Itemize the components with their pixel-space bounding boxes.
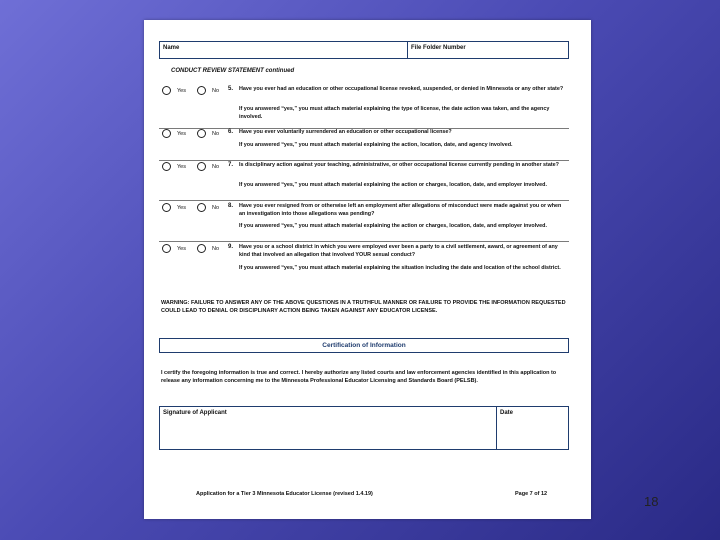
- yes-radio-q5[interactable]: [162, 86, 171, 95]
- question-number: 8.: [228, 203, 234, 209]
- yes-label: Yes: [177, 130, 186, 137]
- question-number: 9.: [228, 244, 234, 250]
- certification-body: I certify the foregoing information is true and correct. I hereby authorize any listed courts and law enforcement agencies identified in this application to release any information concerning me to the Minnesota Professional Educator Licensing and Standards Board (PELSB).: [161, 370, 557, 384]
- question-number: 6.: [228, 129, 234, 135]
- file-folder-number-field[interactable]: [408, 42, 568, 58]
- no-radio-q8[interactable]: [197, 203, 206, 212]
- yes-option-q5[interactable]: [162, 86, 186, 95]
- yes-label: Yes: [177, 87, 186, 94]
- question-5: [159, 86, 569, 129]
- yes-radio-q7[interactable]: [162, 162, 171, 171]
- no-label: No: [212, 163, 220, 170]
- no-label: No: [212, 130, 220, 137]
- question-note: If you answered “yes,” you must attach material explaining the situation including the date and location of the school district.: [239, 265, 561, 271]
- question-note: If you answered “yes,” you must attach material explaining the action or charges, location, date, and employer involved.: [239, 182, 547, 188]
- no-option-q6[interactable]: [197, 129, 219, 138]
- yes-option-q8[interactable]: [162, 203, 186, 212]
- yes-option-q9[interactable]: [162, 244, 186, 253]
- question-7: [159, 162, 569, 201]
- divider: [159, 241, 569, 242]
- yes-label: Yes: [177, 245, 186, 252]
- yes-option-q6[interactable]: [162, 129, 186, 138]
- slide-number: 18: [644, 494, 659, 509]
- question-8: [159, 203, 569, 242]
- no-option-q5[interactable]: [197, 86, 219, 95]
- no-label: No: [212, 87, 220, 94]
- no-radio-q7[interactable]: [197, 162, 206, 171]
- question-text: Have you or a school district in which you were employed ever been a party to a civil settlement, award, or agreement of any kind that involved an allegation that involved YOUR sexual conduct?: [239, 244, 558, 258]
- yes-label: Yes: [177, 163, 186, 170]
- divider: [159, 200, 569, 201]
- certification-title: Certification of Information: [159, 338, 569, 353]
- question-text: Is disciplinary action against your teaching, administrative, or other occupational license currently pending in another state?: [239, 162, 559, 168]
- no-radio-q9[interactable]: [197, 244, 206, 253]
- name-label: Name: [163, 45, 180, 51]
- question-number: 7.: [228, 162, 234, 168]
- date-field[interactable]: [497, 407, 568, 449]
- no-label: No: [212, 204, 220, 211]
- question-text: Have you ever resigned from or otherwise left an employment after allegations of misconduct were made against you or when an investigation into those allegations was pending?: [239, 203, 562, 217]
- question-note: If you answered “yes,” you must attach material explaining the action or charges, location, date, and employer involved.: [239, 223, 547, 229]
- form-title: Application for a Tier 3 Minnesota Educator License (revised 1.4.19): [196, 491, 373, 497]
- question-6: [159, 129, 569, 161]
- no-option-q7[interactable]: [197, 162, 219, 171]
- date-label: Date: [500, 410, 514, 416]
- no-radio-q5[interactable]: [197, 86, 206, 95]
- no-option-q8[interactable]: [197, 203, 219, 212]
- warning-text: WARNING: FAILURE TO ANSWER ANY OF THE ABOVE QUESTIONS IN A TRUTHFUL MANNER OR FAILURE TO PROVIDE THE INFORMATION REQUESTED COULD LEAD TO DENIAL OR DISCIPLINARY ACTION BEING TAKEN AGAINST ANY EDUCATOR LICENSE.: [161, 300, 566, 314]
- form-page: [144, 20, 591, 519]
- question-note: If you answered “yes,” you must attach material explaining the action, location, date, and agency involved.: [239, 142, 513, 148]
- no-label: No: [212, 245, 220, 252]
- no-option-q9[interactable]: [197, 244, 219, 253]
- signature-field[interactable]: [160, 407, 497, 449]
- name-field[interactable]: [160, 42, 408, 58]
- divider: [159, 160, 569, 161]
- question-text: Have you ever voluntarily surrendered an education or other occupational license?: [239, 129, 452, 135]
- no-radio-q6[interactable]: [197, 129, 206, 138]
- file-folder-number-label: File Folder Number: [411, 45, 466, 51]
- signature-table: [159, 406, 569, 450]
- section-title: CONDUCT REVIEW STATEMENT continued: [171, 68, 295, 74]
- question-9: [159, 244, 569, 289]
- yes-option-q7[interactable]: [162, 162, 186, 171]
- header-table: [159, 41, 569, 59]
- question-number: 5.: [228, 86, 234, 92]
- question-text: Have you ever had an education or other occupational license revoked, suspended, or denied in Minnesota or any other state?: [239, 86, 564, 92]
- yes-label: Yes: [177, 204, 186, 211]
- yes-radio-q6[interactable]: [162, 129, 171, 138]
- yes-radio-q8[interactable]: [162, 203, 171, 212]
- yes-radio-q9[interactable]: [162, 244, 171, 253]
- question-note: If you answered “yes,” you must attach material explaining the type of license, the date action was taken, and the agency involved.: [239, 106, 550, 120]
- signature-label: Signature of Applicant: [163, 410, 227, 416]
- page-number: Page 7 of 12: [515, 491, 548, 497]
